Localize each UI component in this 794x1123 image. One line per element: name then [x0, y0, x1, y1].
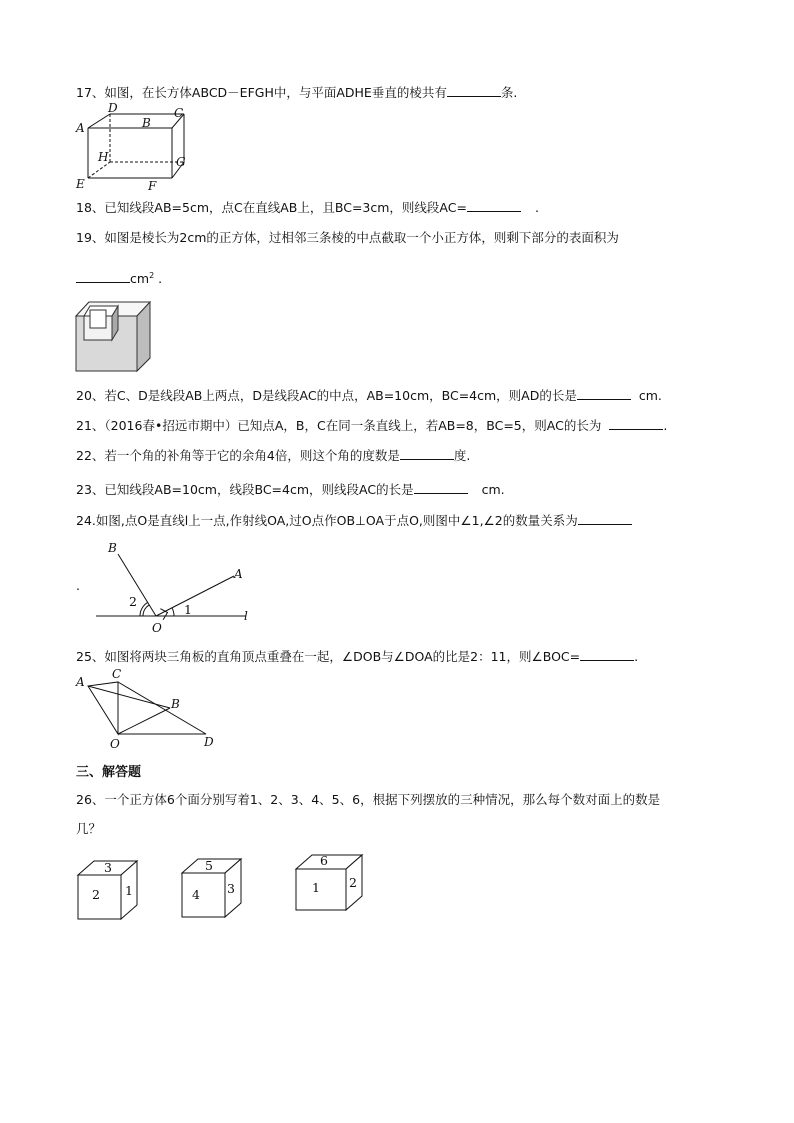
question-24-suffix: . [76, 578, 80, 593]
label-angle-2: 2 [129, 594, 137, 609]
cube-2-side: 3 [227, 881, 235, 896]
label-l: l [244, 609, 248, 623]
question-20-text: 20、若C、D是线段AB上两点，D是线段AC的中点，AB=10cm，BC=4cm，则AD的长是 [76, 388, 577, 403]
triangle-rulers-figure [74, 666, 224, 752]
label-O: O [110, 737, 120, 751]
answer-blank[interactable] [76, 270, 130, 283]
question-25-text: 25、如图将两块三角板的直角顶点重叠在一起，∠DOB与∠DOA的比是2：11，则∠BOC= [76, 649, 581, 664]
answer-blank[interactable] [580, 648, 634, 661]
answer-blank[interactable] [400, 447, 454, 460]
label-O: O [152, 621, 162, 635]
label-C: C [174, 106, 184, 120]
label-H: H [98, 150, 109, 164]
question-20 [76, 387, 662, 404]
question-21-text: 21、（2016春•招远市期中）已知点A，B，C在同一条直线上，若AB=8，BC=5，则AC的长为 [76, 418, 602, 433]
question-21 [76, 417, 667, 434]
answer-blank[interactable] [609, 417, 663, 430]
cube-2-front: 4 [192, 887, 200, 902]
question-19-suffix: . [158, 271, 163, 287]
question-19 [76, 230, 619, 246]
cube-view-1 [76, 858, 152, 922]
label-B: B [142, 116, 151, 130]
section-heading: 三、解答题 [76, 765, 142, 780]
question-17-suffix: 条. [500, 85, 518, 100]
question-23-text: 23、已知线段AB=10cm，线段BC=4cm，则线段AC的长是 [76, 482, 414, 497]
label-B: B [171, 697, 180, 711]
label-E: E [76, 177, 85, 191]
question-20-suffix: cm. [638, 388, 662, 403]
answer-blank[interactable] [414, 481, 468, 494]
question-18-text: 18、已知线段AB=5cm，点C在直线AB上，且BC=3cm，则线段AC= [76, 200, 467, 215]
answer-blank[interactable] [467, 199, 521, 212]
cube-1-top: 3 [104, 860, 112, 875]
question-26 [76, 792, 660, 808]
question-17-text: 17、如图，在长方体ABCD－EFGH中，与平面ADHE垂直的棱共有 [76, 85, 447, 100]
label-F: F [148, 179, 157, 193]
question-19-text: 19、如图是棱长为2cm的正方体，过相邻三条棱的中点截取一个小正方体，则剩下部分的表面积为 [76, 230, 619, 245]
question-25 [76, 648, 638, 665]
question-23-suffix: cm. [481, 482, 505, 497]
question-22-text: 22、若一个角的补角等于它的余角4倍，则这个角的度数是 [76, 448, 400, 463]
question-24-text: 24.如图,点O是直线l上一点,作射线OA,过O点作OB⊥OA于点O,则图中∠1,∠2的数量关系为 [76, 513, 578, 528]
cube-view-2 [180, 856, 256, 920]
cuboid-figure [70, 101, 200, 194]
cube-3-front: 1 [312, 880, 320, 895]
label-B: B [108, 541, 117, 555]
question-22 [76, 447, 470, 464]
cube-view-3 [294, 852, 370, 916]
cube-3-side: 2 [349, 875, 357, 890]
unit-exponent: 2 [149, 271, 155, 280]
angle-figure [96, 538, 276, 638]
label-A: A [76, 675, 85, 689]
unit-cm: cm [130, 271, 150, 287]
cube-3-top: 6 [320, 853, 328, 868]
answer-blank[interactable] [577, 387, 631, 400]
label-G: G [176, 155, 186, 169]
question-26-line2: 几？ [76, 821, 102, 836]
question-21-suffix: . [663, 418, 668, 433]
label-A: A [234, 567, 243, 581]
question-19-answer-line [76, 268, 162, 287]
answer-blank[interactable] [578, 512, 632, 525]
question-25-suffix: . [634, 649, 639, 664]
label-A: A [76, 121, 85, 135]
cube-1-side: 1 [125, 883, 133, 898]
question-24 [76, 512, 632, 529]
label-angle-1: 1 [184, 602, 192, 617]
question-18 [76, 199, 539, 216]
label-D: D [108, 101, 118, 115]
answer-blank[interactable] [447, 84, 501, 97]
label-D: D [204, 735, 214, 749]
question-23 [76, 481, 505, 498]
cube-1-front: 2 [92, 887, 100, 902]
notched-cube-figure [76, 302, 152, 372]
question-17 [76, 84, 517, 101]
cube-2-top: 5 [205, 858, 213, 873]
question-26-text: 26、一个正方体6个面分别写着1、2、3、4、5、6，根据下列摆放的三种情况，那么每个数对面上的数是 [76, 792, 661, 807]
question-18-suffix: . [534, 200, 539, 215]
label-C: C [112, 667, 122, 681]
question-22-suffix: 度. [453, 448, 471, 463]
